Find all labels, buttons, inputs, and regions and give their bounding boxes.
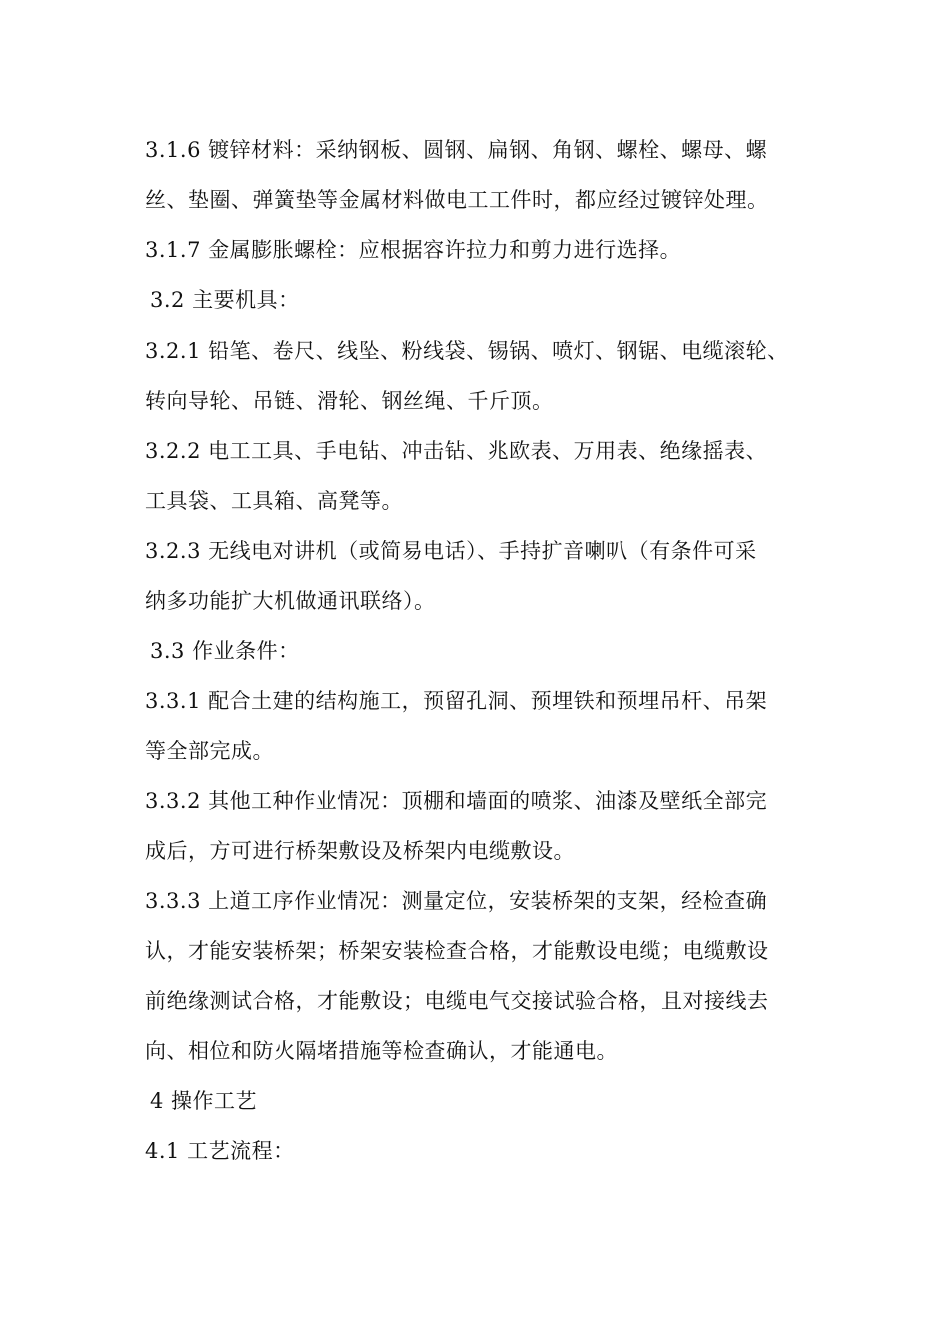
heading-4-1: 4.1 工艺流程：: [145, 1139, 295, 1163]
text-line-3-3-2: 3.3.2 其他工种作业情况：顶棚和墙面的喷浆、油漆及壁纸全部完: [145, 789, 768, 813]
text-line-3-2-1: 3.2.1 铅笔、卷尺、线坠、粉线袋、锡锅、喷灯、钢锯、电缆滚轮、: [145, 339, 789, 363]
text-line-3-2-3: 3.2.3 无线电对讲机（或简易电话）、手持扩音喇叭（有条件可采: [145, 539, 757, 563]
text-line-3-2-3-cont: 纳多功能扩大机做通讯联络）。: [145, 589, 436, 613]
text-line-3-2-2-cont: 工具袋、工具箱、高凳等。: [145, 489, 403, 513]
text-line-3-3-3-cont-3: 向、相位和防火隔堵措施等检查确认，才能通电。: [145, 1039, 618, 1063]
text-line-3-1-6: 3.1.6 镀锌材料：采纳钢板、圆钢、扁钢、角钢、螺栓、螺母、螺: [145, 138, 768, 162]
text-line-3-3-1: 3.3.1 配合土建的结构施工，预留孔洞、预埋铁和预埋吊杆、吊架: [145, 689, 768, 713]
heading-3-3: 3.3 作业条件：: [150, 639, 300, 663]
text-line-3-1-7: 3.1.7 金属膨胀螺栓：应根据容许拉力和剪力进行选择。: [145, 238, 682, 262]
text-line-3-3-3-cont-2: 前绝缘测试合格，才能敷设；电缆电气交接试验合格，且对接线去: [145, 989, 769, 1013]
text-line-3-3-3-cont-1: 认，才能安装桥架；桥架安装检查合格，才能敷设电缆；电缆敷设: [145, 939, 769, 963]
text-line-3-2-1-cont: 转向导轮、吊链、滑轮、钢丝绳、千斤顶。: [145, 389, 554, 413]
heading-3-2: 3.2 主要机具：: [150, 288, 300, 312]
text-line-3-3-1-cont: 等全部完成。: [145, 739, 274, 763]
text-line-3-2-2: 3.2.2 电工工具、手电钻、冲击钻、兆欧表、万用表、绝缘摇表、: [145, 439, 768, 463]
text-line-3-1-6-cont: 丝、垫圈、弹簧垫等金属材料做电工工件时，都应经过镀锌处理。: [145, 188, 769, 212]
heading-4: 4 操作工艺: [150, 1089, 258, 1113]
text-line-3-3-2-cont: 成后，方可进行桥架敷设及桥架内电缆敷设。: [145, 839, 575, 863]
text-line-3-3-3: 3.3.3 上道工序作业情况：测量定位，安装桥架的支架，经检查确: [145, 889, 768, 913]
